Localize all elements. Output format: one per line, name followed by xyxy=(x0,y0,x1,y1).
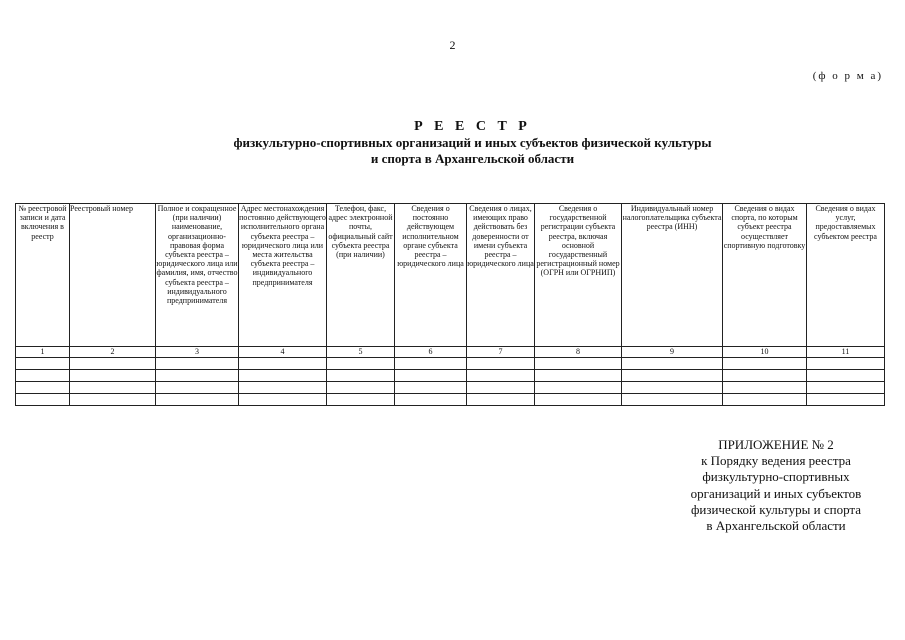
table-cell xyxy=(395,370,467,382)
table-cell xyxy=(535,394,622,406)
header-cell: Полное и сокращенное (при наличии) наименование, организационно-правовая форма субъекта реестра – юридического лица или фамилия, имя, отчество субъекта реестра – индивидуального предпринимателя xyxy=(156,204,239,347)
table-cell xyxy=(622,370,723,382)
table-cell xyxy=(807,394,885,406)
column-number-cell: 8 xyxy=(535,347,622,358)
table-cell xyxy=(16,382,70,394)
header-cell: Сведения о государственной регистрации субъекта реестра, включая основной государственный регистрационный номер (ОГРН или ОГРНИП) xyxy=(535,204,622,347)
table-cell xyxy=(156,394,239,406)
header-cell: Реестровый номер xyxy=(70,204,156,347)
table-cell xyxy=(467,394,535,406)
document-subtitle-line-2: и спорта в Архангельской области xyxy=(370,151,575,166)
column-number-cell: 5 xyxy=(327,347,395,358)
table-cell xyxy=(16,358,70,370)
table-cell xyxy=(156,370,239,382)
table-cell xyxy=(723,370,807,382)
table-cell xyxy=(239,358,327,370)
column-number-cell: 7 xyxy=(467,347,535,358)
table-cell xyxy=(395,382,467,394)
header-cell: Сведения о постоянно действующем исполнительном органе субъекта реестра – юридического лица xyxy=(395,204,467,347)
appendix-line: ПРИЛОЖЕНИЕ № 2 xyxy=(718,437,834,452)
table-cell xyxy=(327,370,395,382)
table-cell xyxy=(327,382,395,394)
document-title: Р Е Е С Т Р xyxy=(414,119,531,134)
table-cell xyxy=(535,358,622,370)
table-row xyxy=(16,358,885,370)
table-cell xyxy=(16,394,70,406)
table-cell xyxy=(622,394,723,406)
appendix-line: организаций и иных субъектов xyxy=(690,485,862,501)
column-number-cell: 10 xyxy=(723,347,807,358)
header-cell: Сведения о лицах, имеющих право действовать без доверенности от имени субъекта реестра – юридического лица xyxy=(467,204,535,347)
appendix-line: в Архангельской области xyxy=(706,518,846,534)
document-subtitle-line-1: физкультурно-спортивных организаций и иных субъектов физической культуры xyxy=(233,135,712,150)
table-cell xyxy=(395,358,467,370)
table-cell xyxy=(16,370,70,382)
table-row xyxy=(16,370,885,382)
table-cell xyxy=(70,370,156,382)
table-cell xyxy=(156,382,239,394)
table-cell xyxy=(723,394,807,406)
table-cell xyxy=(70,382,156,394)
table-cell xyxy=(723,358,807,370)
table-cell xyxy=(239,370,327,382)
table-cell xyxy=(622,382,723,394)
table-cell xyxy=(723,382,807,394)
table-cell xyxy=(70,358,156,370)
appendix-line: физкультурно-спортивных xyxy=(702,469,850,485)
column-number-cell: 11 xyxy=(807,347,885,358)
column-number-cell: 1 xyxy=(16,347,70,358)
header-cell: Адрес местонахождения постоянно действующего исполнительного органа субъекта реестра – юридического лица или места жительства субъекта реестра – индивидуального предпринимателя xyxy=(239,204,327,347)
column-number-cell: 9 xyxy=(622,347,723,358)
column-number-cell: 4 xyxy=(239,347,327,358)
title-block xyxy=(0,118,905,167)
table-cell xyxy=(467,358,535,370)
table-cell xyxy=(467,382,535,394)
table-cell xyxy=(622,358,723,370)
table-cell xyxy=(239,382,327,394)
table-cell xyxy=(327,394,395,406)
table-cell xyxy=(395,394,467,406)
appendix-line: к Порядку ведения реестра xyxy=(701,453,851,469)
table-cell xyxy=(156,358,239,370)
table-cell xyxy=(807,370,885,382)
table-cell xyxy=(70,394,156,406)
header-cell: Телефон, факс, адрес электронной почты, официальный сайт субъекта реестра (при наличии) xyxy=(327,204,395,347)
table-cell xyxy=(467,370,535,382)
header-cell: Сведения о видах услуг, предоставляемых субъектом реестра xyxy=(807,204,885,347)
table-cell xyxy=(807,382,885,394)
column-number-cell: 3 xyxy=(156,347,239,358)
appendix-line: физической культуры и спорта xyxy=(690,501,862,517)
header-cell: Индивидуальный номер налогоплательщика субъекта реестра (ИНН) xyxy=(622,204,723,347)
form-label: (ф о р м а) xyxy=(812,70,883,82)
table-row xyxy=(16,394,885,406)
table-cell xyxy=(535,382,622,394)
table-cell xyxy=(535,370,622,382)
table-header-row xyxy=(16,204,885,347)
column-number-cell: 6 xyxy=(395,347,467,358)
column-number-row xyxy=(16,347,885,358)
registry-table xyxy=(15,203,885,406)
table-cell xyxy=(239,394,327,406)
table-cell xyxy=(327,358,395,370)
header-cell: Сведения о видах спорта, по которым субъект реестра осуществляет спортивную подготовку xyxy=(723,204,807,347)
empty-rows xyxy=(16,358,885,406)
table-row xyxy=(16,382,885,394)
header-cell: № реестровой записи и дата включения в реестр xyxy=(16,204,70,347)
table-cell xyxy=(807,358,885,370)
page-number: 2 xyxy=(449,38,456,52)
column-number-cell: 2 xyxy=(70,347,156,358)
appendix-block xyxy=(660,437,892,534)
